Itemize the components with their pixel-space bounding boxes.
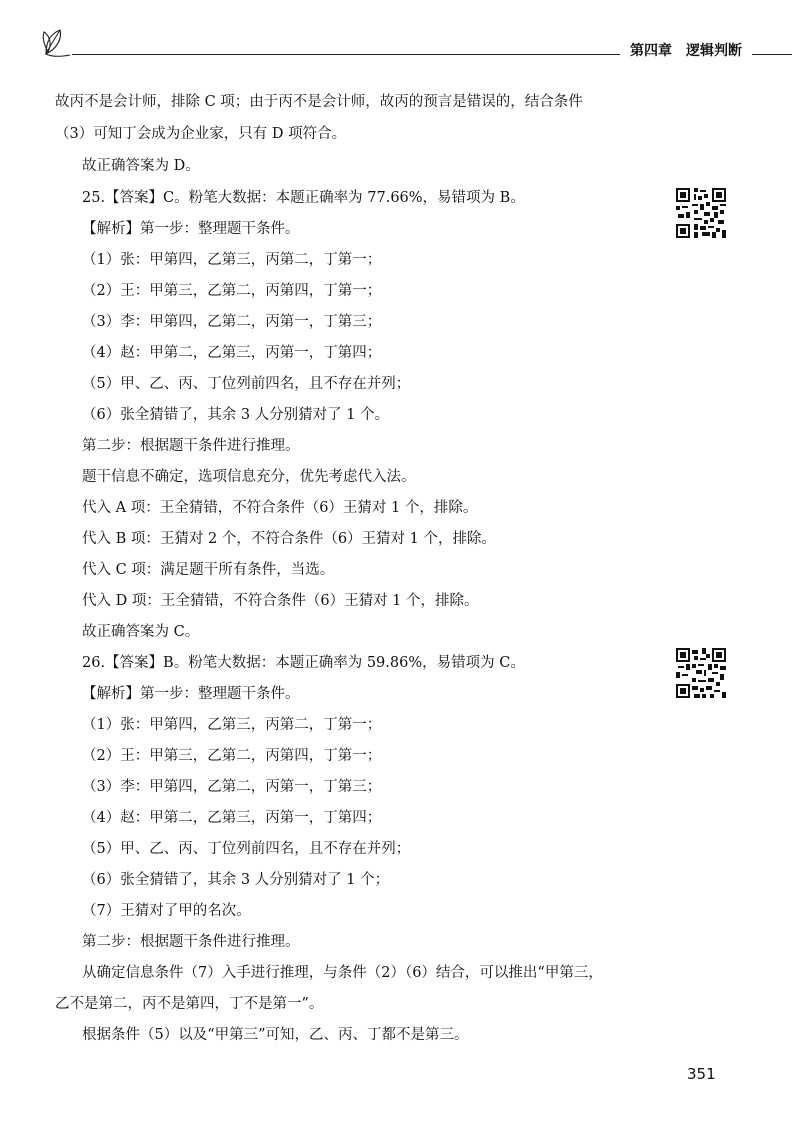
step-line: 第二步：根据题干条件进行推理。 (82, 438, 300, 454)
qr-code-icon[interactable] (676, 188, 726, 238)
condition-line: （5）甲、乙、丙、丁位列前四名，且不存在并列； (82, 841, 411, 857)
body-line: （3）可知丁会成为企业家，只有 D 项符合。 (55, 126, 347, 142)
condition-line: （3）李：甲第四，乙第二，丙第一，丁第三； (82, 779, 382, 795)
condition-line: （1）张：甲第四，乙第三，丙第二，丁第一； (82, 717, 382, 733)
step-line: 第二步：根据题干条件进行推理。 (82, 934, 300, 950)
analysis-heading: 【解析】第一步：整理题干条件。 (82, 221, 300, 237)
option-line: 代入 D 项：王全猜错，不符合条件（6）王猜对 1 个，排除。 (82, 593, 479, 609)
condition-line: （5）甲、乙、丙、丁位列前四名，且不存在并列； (82, 376, 411, 392)
qr-code-icon[interactable] (676, 648, 726, 698)
page-header (40, 24, 792, 64)
page-number: 351 (687, 1065, 716, 1083)
option-line: 代入 B 项：王猜对 2 个，不符合条件（6）王猜对 1 个，排除。 (82, 531, 496, 547)
header-rule-left (72, 54, 620, 55)
answer-line-26: 26.【答案】B。粉笔大数据：本题正确率为 59.86%，易错项为 C。 (82, 655, 525, 671)
condition-line: （4）赵：甲第二，乙第三，丙第一，丁第四； (82, 810, 382, 826)
condition-line: （6）张全猜错了，其余 3 人分别猜对了 1 个。 (82, 407, 390, 423)
body-line: 根据条件（5）以及“甲第三”可知，乙、丙、丁都不是第三。 (82, 1027, 469, 1043)
header-rule-right (752, 54, 792, 55)
chapter-title: 第四章 逻辑判断 (630, 43, 742, 59)
body-line: 故正确答案为 D。 (82, 158, 200, 174)
condition-line: （1）张：甲第四，乙第三，丙第二，丁第一； (82, 252, 382, 268)
body-line: 从确定信息条件（7）入手进行推理，与条件（2）（6）结合，可以推出“甲第三， (82, 965, 603, 981)
condition-line: （2）王：甲第三，乙第二，丙第四，丁第一； (82, 283, 382, 299)
analysis-heading: 【解析】第一步：整理题干条件。 (82, 686, 300, 702)
condition-line: （3）李：甲第四，乙第二，丙第一，丁第三； (82, 314, 382, 330)
body-line: 乙不是第二，丙不是第四，丁不是第一”。 (55, 996, 324, 1012)
condition-line: （7）王猜对了甲的名次。 (82, 903, 251, 919)
option-line: 代入 C 项：满足题干所有条件，当选。 (82, 562, 335, 578)
condition-line: （6）张全猜错了，其余 3 人分别猜对了 1 个； (82, 872, 390, 888)
answer-line-25: 25.【答案】C。粉笔大数据：本题正确率为 77.66%，易错项为 B。 (82, 190, 525, 206)
body-line: 题干信息不确定，选项信息充分，优先考虑代入法。 (82, 469, 416, 485)
condition-line: （4）赵：甲第二，乙第三，丙第一，丁第四； (82, 345, 382, 361)
body-line: 故正确答案为 C。 (82, 624, 200, 640)
option-line: 代入 A 项：王全猜错，不符合条件（6）王猜对 1 个，排除。 (82, 500, 478, 516)
body-line: 故丙不是会计师，排除 C 项；由于丙不是会计师，故丙的预言是错误的，结合条件 (55, 94, 583, 110)
leaf-ornament-icon (40, 24, 74, 60)
condition-line: （2）王：甲第三，乙第二，丙第四，丁第一； (82, 748, 382, 764)
